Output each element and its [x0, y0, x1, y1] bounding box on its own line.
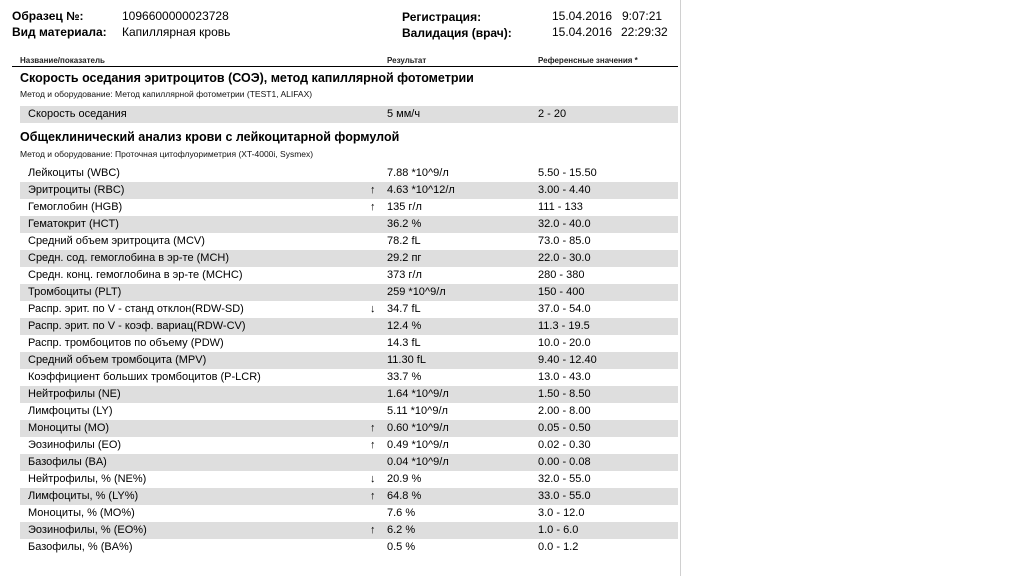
row-reference: 1.0 - 6.0 [538, 524, 579, 536]
row-name: Базофилы, % (BA%) [28, 541, 133, 553]
row-reference: 0.05 - 0.50 [538, 422, 591, 434]
row-reference: 11.3 - 19.5 [538, 320, 590, 332]
row-flag: ↑ [370, 201, 376, 213]
row-name: Нейтрофилы (NE) [28, 388, 121, 400]
row-result: 33.7 % [387, 371, 422, 383]
sample-number-value: 1096600000023728 [122, 9, 229, 23]
table-row [20, 471, 678, 488]
table-row [20, 318, 678, 335]
validation-time: 22:29:32 [621, 25, 668, 39]
row-result: 4.63 *10^12/л [387, 184, 455, 196]
row-name: Базофилы (BA) [28, 456, 107, 468]
table-row [20, 488, 678, 505]
row-reference: 22.0 - 30.0 [538, 252, 591, 264]
row-reference: 73.0 - 85.0 [538, 235, 591, 247]
table-row [20, 437, 678, 454]
row-flag: ↑ [370, 439, 376, 451]
row-result: 12.4 % [387, 320, 422, 332]
row-result: 0.5 % [387, 541, 416, 553]
row-name: Гематокрит (HCT) [28, 218, 119, 230]
row-reference: 10.0 - 20.0 [538, 337, 591, 349]
material-type-value: Капиллярная кровь [122, 25, 231, 39]
row-name: Лимфоциты (LY) [28, 405, 113, 417]
table-row [20, 284, 678, 301]
table-row [20, 267, 678, 284]
table-row [20, 522, 678, 539]
row-name: Распр. эрит. по V - станд отклон(RDW-SD) [28, 303, 244, 315]
row-reference: 32.0 - 55.0 [538, 473, 591, 485]
row-name: Распр. тромбоцитов по объему (PDW) [28, 337, 224, 349]
row-flag: ↑ [370, 524, 376, 536]
row-result: 7.88 *10^9/л [387, 167, 449, 179]
row-name: Гемоглобин (HGB) [28, 201, 123, 213]
registration-time: 9:07:21 [622, 9, 663, 23]
row-reference: 9.40 - 12.40 [538, 354, 597, 366]
section-title-cbc: Общеклинический анализ крови с лейкоцитарной формулой [20, 130, 400, 144]
row-name: Эозинофилы (EO) [28, 439, 122, 451]
row-name: Средн. сод. гемоглобина в эр-те (MCH) [28, 252, 230, 264]
table-row [20, 216, 678, 233]
table-row [20, 250, 678, 267]
row-reference: 1.50 - 8.50 [538, 388, 591, 400]
validation-label: Валидация (врач): [402, 26, 512, 40]
row-result: 11.30 fL [387, 354, 426, 366]
table-row [20, 352, 678, 369]
table-row [20, 233, 678, 250]
header-divider [12, 66, 678, 67]
row-reference: 33.0 - 55.0 [538, 490, 591, 502]
row-flag: ↑ [370, 184, 376, 196]
row-name: Эозинофилы, % (EO%) [28, 524, 147, 536]
row-result: 5.11 *10^9/л [387, 405, 448, 417]
table-row [20, 301, 678, 318]
validation-date: 15.04.2016 [552, 25, 613, 39]
row-name: Лимфоциты, % (LY%) [28, 490, 139, 502]
row-flag: ↓ [370, 473, 376, 485]
row-result: 135 г/л [387, 201, 422, 213]
row-reference: 2.00 - 8.00 [538, 405, 591, 417]
row-reference: 32.0 - 40.0 [538, 218, 591, 230]
registration-date: 15.04.2016 [552, 9, 613, 23]
registration-label: Регистрация: [402, 10, 482, 24]
column-header-name: Название/показатель [20, 56, 105, 65]
table-row [20, 165, 678, 182]
row-result: 0.04 *10^9/л [387, 456, 449, 468]
row-result: 7.6 % [387, 507, 416, 519]
row-result: 34.7 fL [387, 303, 421, 315]
row-result: 6.2 % [387, 524, 416, 536]
table-row [20, 182, 678, 199]
row-result: 64.8 % [387, 490, 422, 502]
row-result: 0.60 *10^9/л [387, 422, 449, 434]
row-result: 0.49 *10^9/л [387, 439, 449, 451]
row-reference: 3.0 - 12.0 [538, 507, 585, 519]
sample-number-label: Образец №: [12, 9, 84, 23]
row-name: Скорость оседания [28, 108, 127, 120]
row-name: Распр. эрит. по V - коэф. вариац(RDW-CV) [28, 320, 246, 332]
row-flag: ↑ [370, 490, 376, 502]
table-row [20, 420, 678, 437]
row-name: Моноциты (MO) [28, 422, 110, 434]
row-name: Нейтрофилы, % (NE%) [28, 473, 147, 485]
table-row [20, 403, 678, 420]
row-reference: 2 - 20 [538, 108, 567, 120]
row-reference: 5.50 - 15.50 [538, 167, 597, 179]
column-header-reference: Референсные значения * [538, 56, 638, 65]
table-row [20, 199, 678, 216]
row-reference: 150 - 400 [538, 286, 585, 298]
row-result: 29.2 пг [387, 252, 422, 264]
table-row [20, 369, 678, 386]
row-result: 5 мм/ч [387, 108, 421, 120]
row-reference: 3.00 - 4.40 [538, 184, 591, 196]
row-reference: 0.02 - 0.30 [538, 439, 591, 451]
row-reference: 280 - 380 [538, 269, 585, 281]
table-row [20, 454, 678, 471]
table-row [20, 335, 678, 352]
material-type-label: Вид материала: [12, 25, 107, 39]
row-name: Средн. конц. гемоглобина в эр-те (MCHC) [28, 269, 243, 281]
row-name: Коэффициент больших тромбоцитов (P-LCR) [28, 371, 261, 383]
row-reference: 0.00 - 0.08 [538, 456, 591, 468]
table-row [20, 106, 678, 123]
row-result: 259 *10^9/л [387, 286, 446, 298]
row-name: Эритроциты (RBC) [28, 184, 125, 196]
row-result: 373 г/л [387, 269, 422, 281]
section-title-esr: Скорость оседания эритроцитов (СОЭ), метод капиллярной фотометрии [20, 71, 474, 85]
row-name: Средний объем тромбоцита (MPV) [28, 354, 207, 366]
section-method-cbc: Метод и оборудование: Проточная цитофлуориметрия (XT-4000i, Sysmex) [20, 149, 314, 159]
row-flag: ↑ [370, 422, 376, 434]
table-row [20, 505, 678, 522]
table-row [20, 539, 678, 556]
row-flag: ↓ [370, 303, 376, 315]
column-header-result: Результат [387, 56, 427, 65]
section-method-esr: Метод и оборудование: Метод капиллярной фотометрии (TEST1, ALIFAX) [20, 89, 313, 99]
row-reference: 37.0 - 54.0 [538, 303, 591, 315]
row-reference: 111 - 133 [538, 201, 583, 213]
row-name: Лейкоциты (WBC) [28, 167, 120, 179]
row-result: 1.64 *10^9/л [387, 388, 449, 400]
table-row [20, 386, 678, 403]
row-name: Тромбоциты (PLT) [28, 286, 122, 298]
row-result: 78.2 fL [387, 235, 421, 247]
row-reference: 0.0 - 1.2 [538, 541, 579, 553]
row-reference: 13.0 - 43.0 [538, 371, 591, 383]
row-result: 14.3 fL [387, 337, 421, 349]
row-result: 20.9 % [387, 473, 422, 485]
row-result: 36.2 % [387, 218, 422, 230]
row-name: Средний объем эритроцита (MCV) [28, 235, 205, 247]
row-name: Моноциты, % (MO%) [28, 507, 135, 519]
